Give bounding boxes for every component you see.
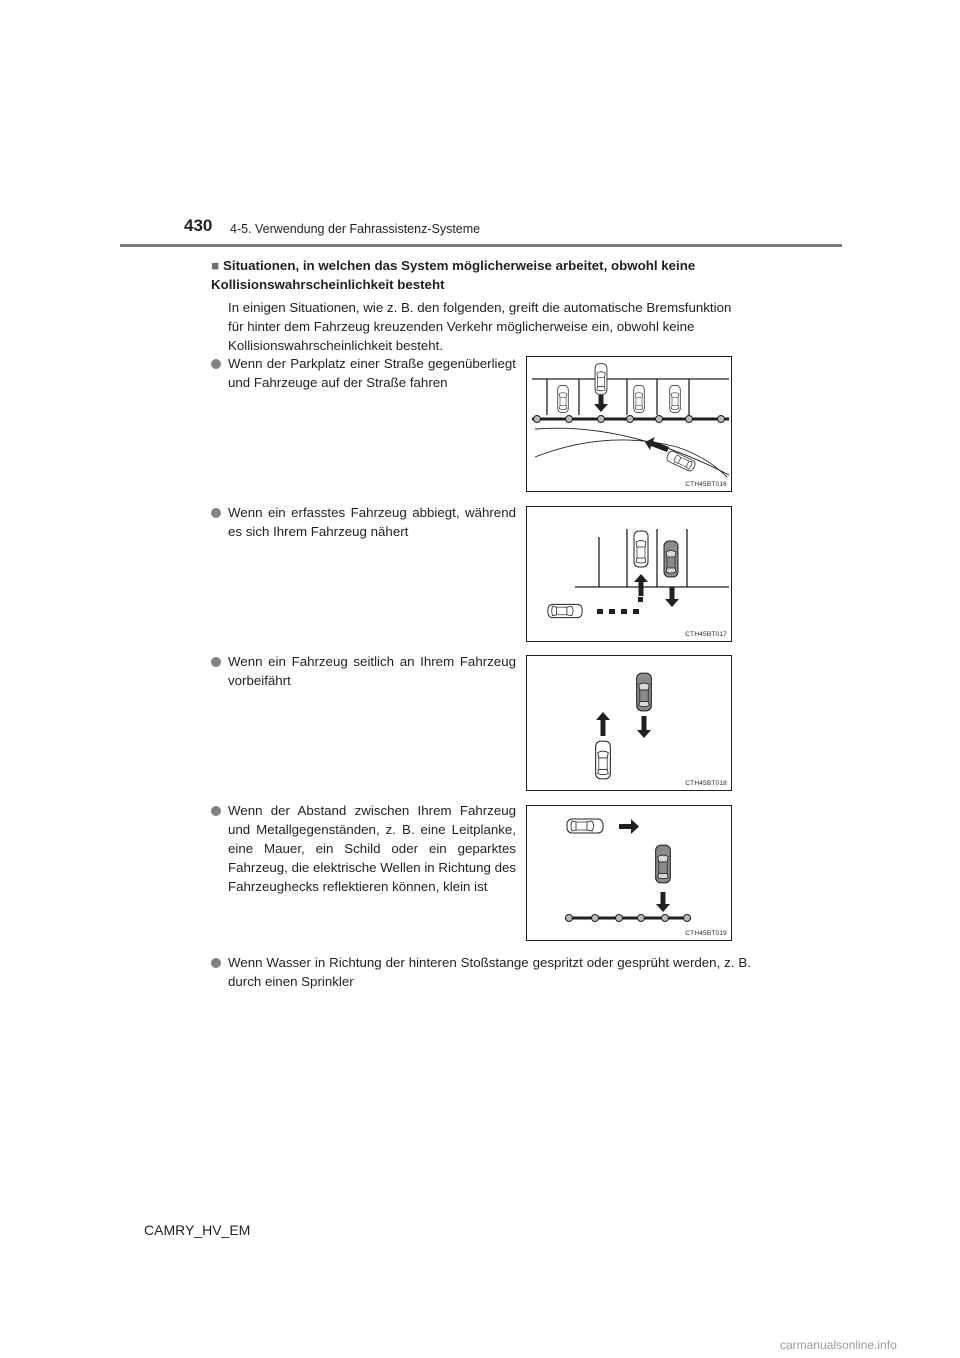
bullet-text: Wenn ein Fahrzeug seitlich an Ihrem Fahrzeug vorbeifährt bbox=[228, 654, 516, 688]
watermark: carmanualsonline.info bbox=[780, 1338, 897, 1352]
footer-model-code: CAMRY_HV_EM bbox=[144, 1222, 251, 1238]
bullet-dot-icon bbox=[211, 508, 221, 518]
figure-code: CTH45BT019 bbox=[685, 930, 727, 937]
chapter-title: 4-5. Verwendung der Fahrassistenz-Systeme bbox=[230, 222, 481, 236]
bullet-dot-icon bbox=[211, 958, 221, 968]
bullet-text: Wenn Wasser in Richtung der hinteren Stoßstange gespritzt oder gesprüht werden, z. B. durch einen Sprinkler bbox=[228, 955, 751, 989]
figure-parking-opposite-road bbox=[526, 356, 732, 492]
figure-turning-vehicle bbox=[526, 506, 732, 642]
figure-code: CTH45BT017 bbox=[685, 631, 727, 638]
bullet-text: Wenn der Abstand zwischen Ihrem Fahrzeug und Metallgegenständen, z. B. eine Leitplanke, eine Mauer, ein Schild oder ein geparktes Fahrzeug, die elektrische Wellen in Richtung des Fahrzeughecks reflektieren können, klein ist bbox=[228, 803, 517, 894]
illustration-metal-objects bbox=[527, 806, 733, 942]
bullet-text: Wenn ein erfasstes Fahrzeug abbiegt, während es sich Ihrem Fahrzeug nähert bbox=[228, 505, 516, 539]
bullet-item-5 bbox=[211, 953, 751, 991]
bullet-text: Wenn der Parkplatz einer Straße gegenüberliegt und Fahrzeuge auf der Straße fahren bbox=[228, 356, 516, 390]
bullet-item-4 bbox=[211, 801, 516, 896]
bullet-item-1 bbox=[211, 354, 516, 392]
bullet-dot-icon bbox=[211, 657, 221, 667]
section-heading-text: Situationen, in welchen das System möglicherweise arbeitet, obwohl keine Kollisionswahrscheinlichkeit besteht bbox=[211, 258, 696, 292]
illustration-turning-vehicle bbox=[527, 507, 733, 643]
section-heading bbox=[211, 256, 751, 294]
figure-metal-objects bbox=[526, 805, 732, 941]
page-number: 430 bbox=[184, 216, 213, 235]
bullet-item-3 bbox=[211, 652, 516, 690]
heading-square-icon: ■ bbox=[211, 258, 220, 273]
header-divider bbox=[120, 244, 842, 247]
intro-paragraph: In einigen Situationen, wie z. B. den folgenden, greift die automatische Bremsfunktion für hinter dem Fahrzeug kreuzenden Verkehr möglicherweise ein, obwohl keine Kollisionswahrscheinlichkeit besteht. bbox=[228, 300, 732, 353]
figure-passing-vehicle bbox=[526, 655, 732, 791]
illustration-passing-vehicle bbox=[527, 656, 733, 792]
illustration-parking-opposite-road bbox=[527, 357, 733, 493]
figure-code: CTH45BT018 bbox=[685, 780, 727, 787]
bullet-item-2 bbox=[211, 503, 516, 541]
bullet-dot-icon bbox=[211, 806, 221, 816]
bullet-dot-icon bbox=[211, 359, 221, 369]
figure-code: CTH45BT016 bbox=[685, 481, 727, 488]
